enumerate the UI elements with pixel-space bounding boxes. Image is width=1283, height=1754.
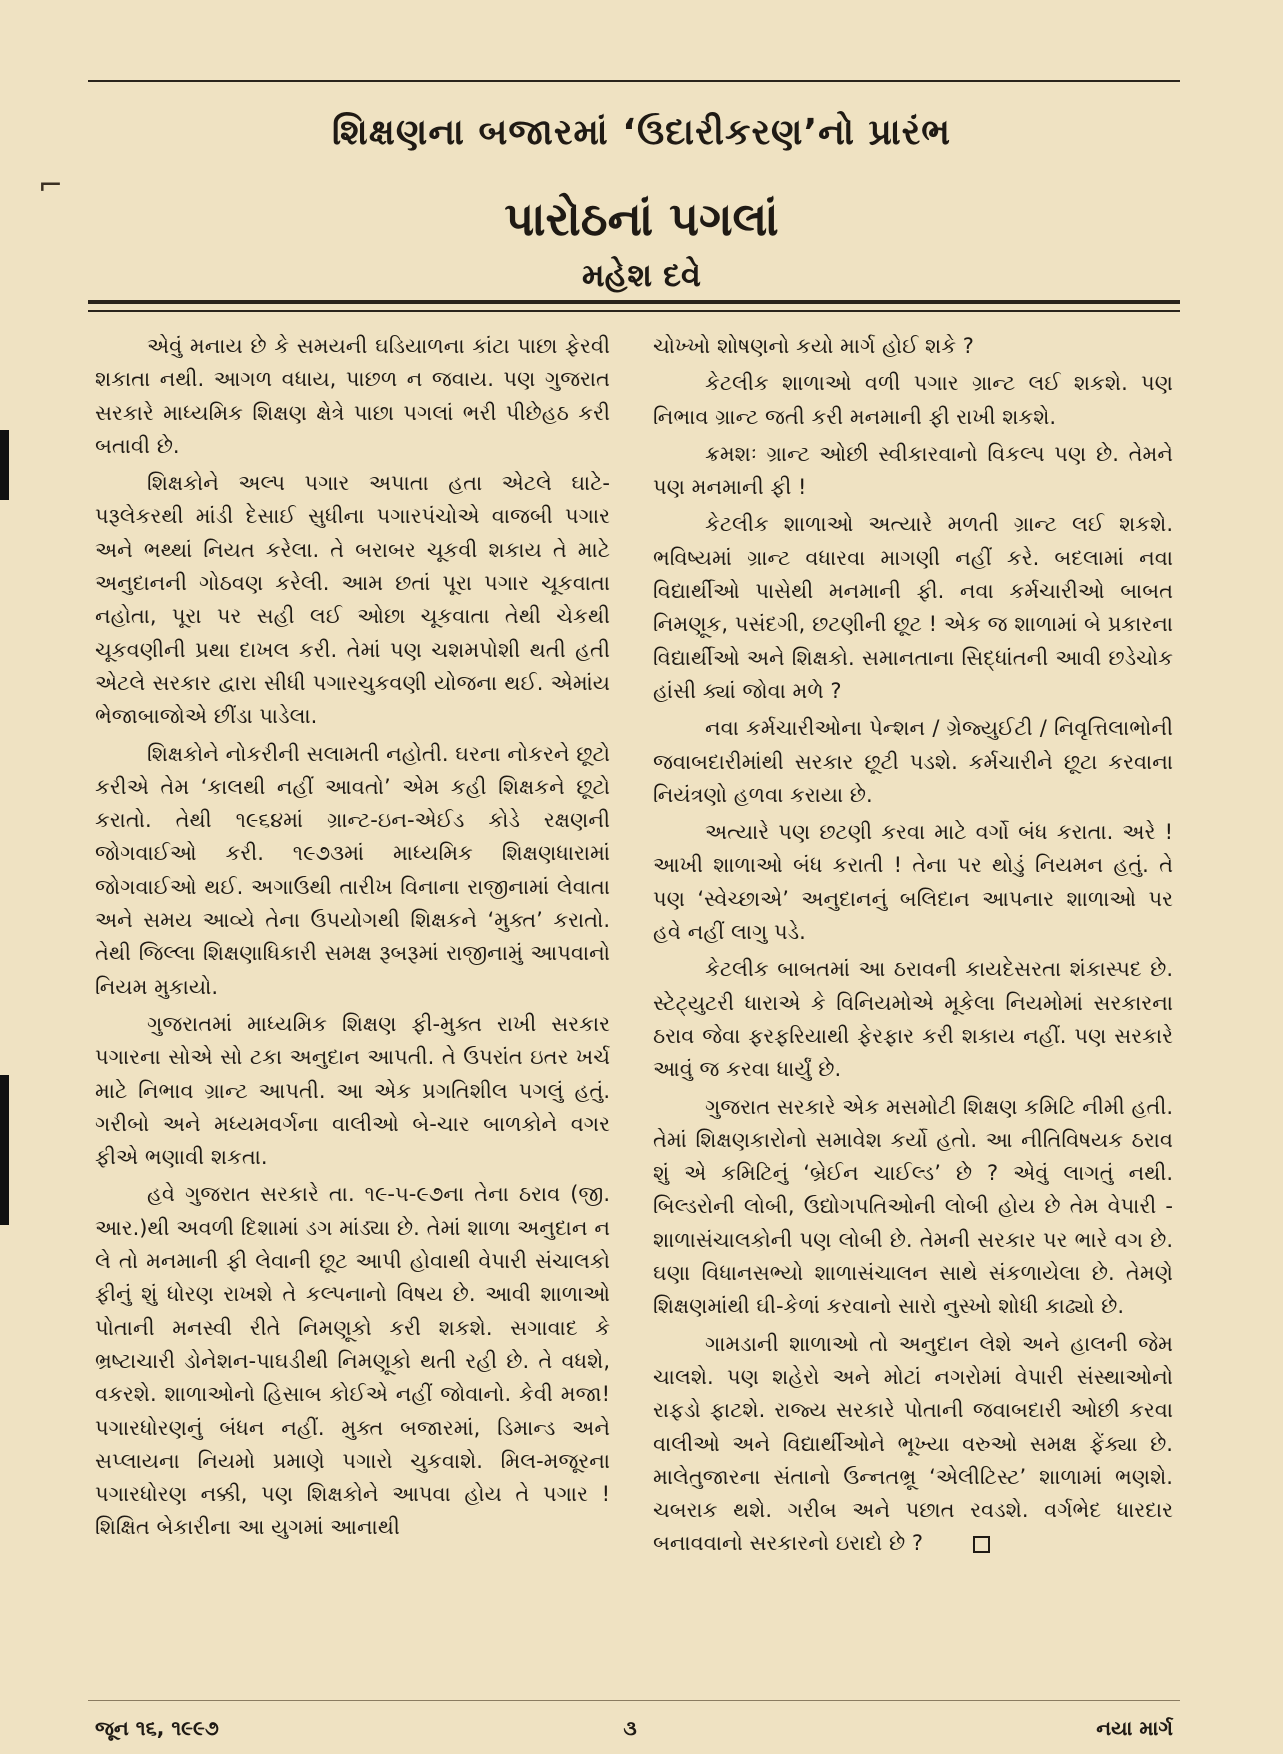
page-number: ૩ xyxy=(623,1716,637,1740)
scan-edge-mark xyxy=(0,1075,9,1225)
issue-date: જૂન ૧૬, ૧૯૯૭ xyxy=(95,1716,219,1740)
headline-title: પારોઠનાં પગલાં xyxy=(504,192,779,246)
end-of-article-icon xyxy=(973,1536,990,1553)
paragraph: કેટલીક બાબતમાં આ ઠરાવની કાયદેસરતા શંકાસ્પદ છે. સ્ટેટ્યુટરી ધારાએ કે વિનિયમોએ મૂકેલા નિયમોમાં સરકારના ઠરાવ જેવા ફરફરિયાથી ફેરફાર કરી શકાય નહીં. પણ સરકારે આવું જ કરવા ધાર્યું છે. xyxy=(653,957,1173,1082)
paragraph-last xyxy=(653,1328,1173,1561)
paragraph: હવે ગુજરાત સરકારે તા. ૧૯-૫-૯૭ના તેના ઠરાવ (જી. આર.)થી અવળી દિશામાં ડગ માંડ્યા છે. તેમાં શાળા અનુદાન ન લે તો મનમાની ફી લેવાની છૂટ આપી હોવાથી વેપારી સંચાલકો ફીનું શું ધોરણ રાખશે તે કલ્પનાનો વિષય છે. આવી શાળાઓ પોતાની મનસ્વી રીતે નિમણૂકો કરી શકશે. સગાવાદ કે ભ્રષ્ટાચારી ડોનેશન-પાઘડીથી નિમણૂકો થતી રહી છે. તે વધશે, વકરશે. શાળાઓનો હિસાબ કોઈએ નહીં જોવાનો. કેવી મજા! પગારધોરણનું બંધન નહીં. મુક્ત બજારમાં, ડિમાન્ડ અને સપ્લાયના નિયમો પ્રમાણે પગારો ચુકવાશે. મિલ-મજૂરના પગારધોરણ નક્કી, પણ શિક્ષકોને આપવા હોય તે પગાર ! શિક્ષિત બેકારીના આ યુગમાં આનાથી xyxy=(95,1182,610,1540)
paragraph: નવા કર્મચારીઓના પેન્શન / ગ્રેજ્યુઈટી / નિવૃત્તિલાભોની જવાબદારીમાંથી સરકાર છૂટી પડશે. કર્મચારીને છૂટા કરવાના નિયંત્રણો હળવા કરાયા છે. xyxy=(653,716,1173,807)
paragraph: ગુજરાત સરકારે એક મસમોટી શિક્ષણ કમિટિ નીમી હતી. તેમાં શિક્ષણકારોનો સમાવેશ કર્યો હતો. આ નીતિવિષયક ઠરાવ શું એ કમિટિનું ‘બ્રેઈન ચાઈલ્ડ’ છે ? એવું લાગતું નથી. બિલ્ડરોની લોબી, ઉદ્યોગપતિઓની લોબી હોય છે તેમ વેપારી - શાળાસંચાલકોની પણ લોબી છે. તેમની સરકાર પર ભારે વગ છે. ઘણા વિધાનસભ્યો શાળાસંચાલન સાથે સંકળાયેલા છે. તેમણે શિક્ષણમાંથી ઘી-કેળાં કરવાનો સારો નુસ્ખો શોધી કાઢ્યો છે. xyxy=(653,1094,1173,1319)
author-name: મહેશ દવે xyxy=(582,256,701,294)
paragraph: ગુજરાતમાં માધ્યમિક શિક્ષણ ફી-મુક્ત રાખી સરકાર પગારના સોએ સો ટકા અનુદાન આપતી. તે ઉપરાંત ઇતર ખર્ચ માટે નિભાવ ગ્રાન્ટ આપતી. આ એક પ્રગતિશીલ પગલું હતું. ગરીબો અને મધ્યમવર્ગના વાલીઓ બે-ચાર બાળકોને વગર ફીએ ભણાવી શકતા. xyxy=(95,1011,610,1170)
scan-edge-mark xyxy=(0,430,9,500)
top-rule xyxy=(88,80,1180,82)
handwritten-mark: ⌐ xyxy=(38,168,64,203)
paragraph: એવું મનાય છે કે સમયની ઘડિયાળના કાંટા પાછા ફેરવી શકાતા નથી. આગળ વધાય, પાછળ ન જવાય. પણ ગુજરાત સરકારે માધ્યમિક શિક્ષણ ક્ષેત્રે પાછા પગલાં ભરી પીછેહઠ કરી બતાવી છે. xyxy=(95,334,610,458)
article-column-right xyxy=(653,330,1173,1565)
paragraph: કેટલીક શાળાઓ વળી પગાર ગ્રાન્ટ લઈ શકશે. પણ નિભાવ ગ્રાન્ટ જતી કરી મનમાની ફી રાખી શકશે. xyxy=(653,371,1173,429)
title-rule-thin xyxy=(88,310,1180,312)
title-rule-thick xyxy=(88,300,1180,304)
paragraph: શિક્ષકોને અલ્પ પગાર અપાતા હતા એટલે ઘાટે-પરૂલેકરથી માંડી દેસાઈ સુધીના પગારપંચોએ વાજબી પગાર અને ભથ્થાં નિયત કરેલા. તે બરાબર ચૂકવી શકાય તે માટે અનુદાનની ગોઠવણ કરેલી. આમ છતાં પૂરા પગાર ચૂકવાતા નહોતા, પૂરા પર સહી લઈ ઓછા ચૂકવાતા તેથી ચેકથી ચૂકવણીની પ્રથા દાખલ કરી. તેમાં પણ ચશમપોશી થતી હતી એટલે સરકાર દ્વારા સીધી પગારચુકવણી યોજના થઈ. એમાંય ભેજાબાજોએ છીંડા પાડેલા. xyxy=(95,471,610,729)
headline-kicker: શિક્ષણના બજારમાં ‘ઉદારીકરણ’નો પ્રારંભ xyxy=(331,112,952,153)
footer-rule xyxy=(88,1700,1180,1701)
paragraph: શિક્ષકોને નોકરીની સલામતી નહોતી. ઘરના નોકરને છૂટો કરીએ તેમ ‘કાલથી નહીં આવતો’ એમ કહી શિક્ષકને છૂટો કરાતો. તેથી ૧૯૬૪માં ગ્રાન્ટ-ઇન-એઈડ કોડે રક્ષણની જોગવાઈઓ કરી. ૧૯૭૩માં માધ્યમિક શિક્ષણધારામાં જોગવાઈઓ થઈ. અગાઉથી તારીખ વિનાના રાજીનામાં લેવાતા અને સમય આવ્યે તેના ઉપયોગથી શિક્ષકને ‘મુક્ત’ કરાતો. તેથી જિલ્લા શિક્ષણાધિકારી સમક્ષ રૂબરૂમાં રાજીનામું આપવાનો નિયમ મુકાયો. xyxy=(95,741,610,999)
paragraph: કેટલીક શાળાઓ અત્યારે મળતી ગ્રાન્ટ લઈ શકશે. ભવિષ્યમાં ગ્રાન્ટ વધારવા માગણી નહીં કરે. બદલામાં નવા વિદ્યાર્થીઓ પાસેથી મનમાની ફી. નવા કર્મચારીઓ બાબત નિમણૂક, પસંદગી, છટણીની છૂટ ! એક જ શાળામાં બે પ્રકારના વિદ્યાર્થીઓ અને શિક્ષકો. સમાનતાના સિદ્ધાંતની આવી છડેચોક હાંસી ક્યાં જોવા મળે ? xyxy=(653,512,1173,703)
paragraph: અત્યારે પણ છટણી કરવા માટે વર્ગો બંધ કરાતા. અરે ! આખી શાળાઓ બંધ કરાતી ! તેના પર થોડું નિયમન હતું. તે પણ ‘સ્વેચ્છાએ’ અનુદાનનું બલિદાન આપનાર શાળાઓ પર હવે નહીં લાગુ પડે. xyxy=(653,820,1173,945)
paragraph-text: ગામડાની શાળાઓ તો અનુદાન લેશે અને હાલની જેમ ચાલશે. પણ શહેરો અને મોટાં નગરોમાં વેપારી સંસ્થાઓનો રાફડો ફાટશે. રાજ્ય સરકારે પોતાની જવાબદારી ઓછી કરવા વાલીઓ અને વિદ્યાર્થીઓને ભૂખ્યા વરુઓ સમક્ષ ફેંક્યા છે. માલેતુજારના સંતાનો ઉન્નતભ્રૂ ‘એલીટિસ્ટ’ શાળામાં ભણશે. ચબરાક થશે. ગરીબ અને પછાત રવડશે. વર્ગભેદ ધારદાર બનાવવાનો સરકારનો ઇરાદો છે ? xyxy=(653,1331,1173,1556)
article-column-left xyxy=(95,330,610,1549)
magazine-name: નયા માર્ગ xyxy=(1096,1716,1173,1740)
paragraph: ચોખ્ખો શોષણનો કયો માર્ગ હોઈ શકે ? xyxy=(653,334,974,358)
paragraph: ક્રમશઃ ગ્રાન્ટ ઓછી સ્વીકારવાનો વિકલ્પ પણ છે. તેમને પણ મનમાની ફી ! xyxy=(653,441,1173,500)
